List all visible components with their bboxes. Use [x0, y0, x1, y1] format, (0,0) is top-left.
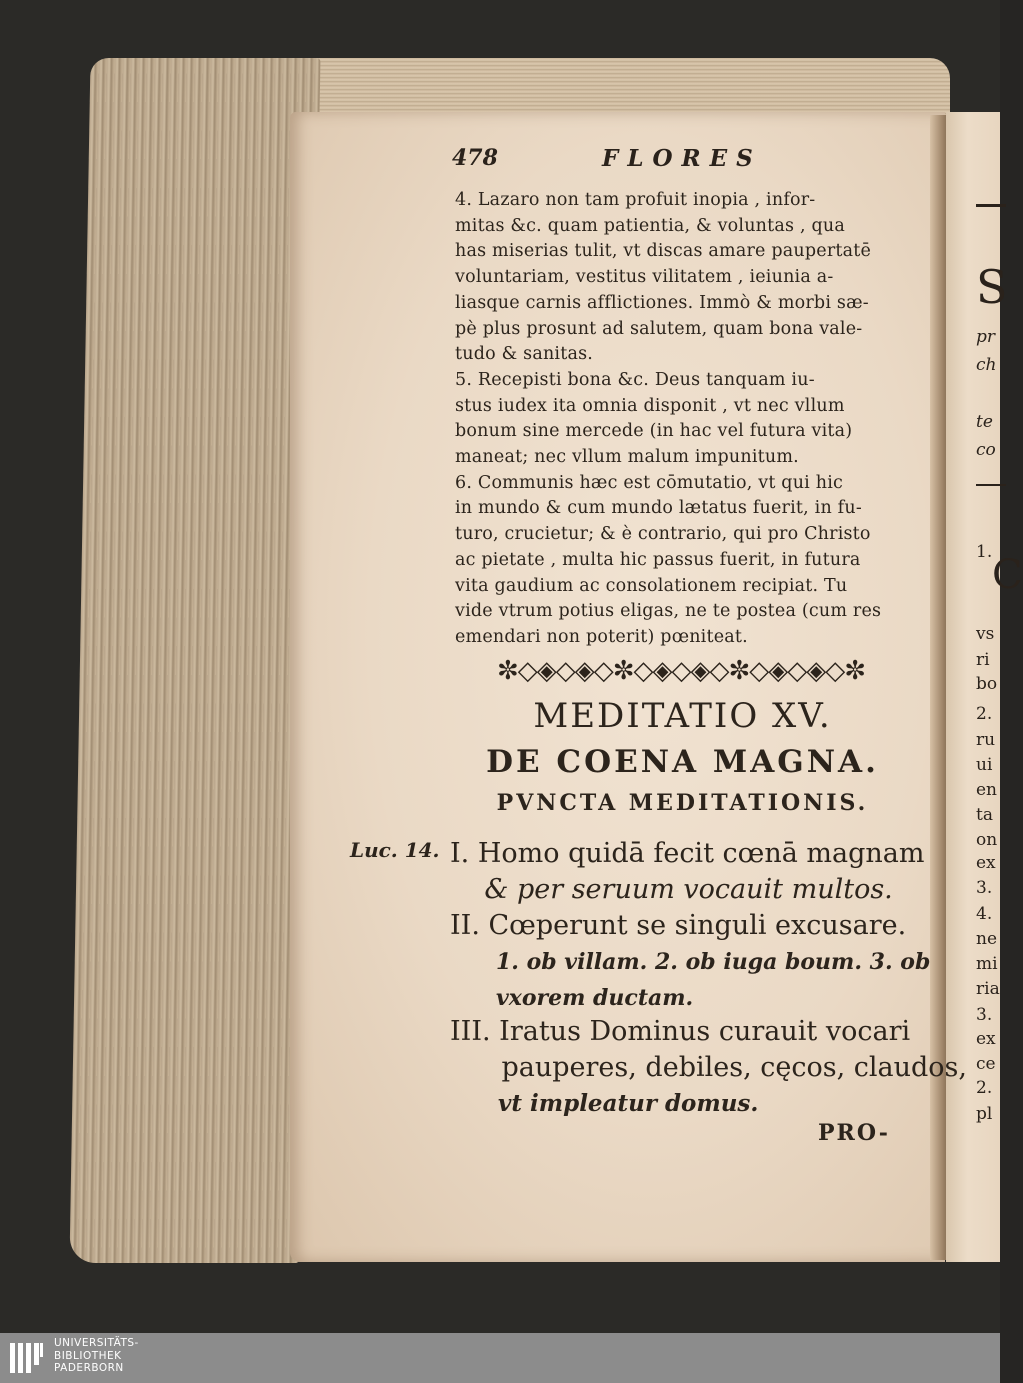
facing-fragment: 2. [976, 1078, 993, 1098]
facing-fragment: bo [976, 674, 998, 694]
library-line: BIBLIOTHEK [54, 1349, 122, 1362]
text-line: maneat; nec vllum malum impunitum. [455, 447, 799, 468]
facing-fragment: pl [976, 1104, 993, 1124]
text-line: liasque carnis afflictiones. Immò & morbi sæ- [455, 292, 869, 313]
text-line: ac pietate , multa hic passus fuerit, in futura [455, 549, 861, 570]
library-line: PADERBORN [54, 1362, 124, 1374]
text-line: emendari non poterit) pœniteat. [455, 626, 748, 647]
library-footer-bar [0, 1333, 1000, 1383]
facing-initial: S [976, 260, 1008, 314]
facing-rule [976, 204, 1006, 207]
library-name [54, 1337, 139, 1375]
facing-fragment: 2. [976, 704, 993, 724]
page-header [452, 145, 922, 175]
library-logo-icon [8, 1339, 46, 1377]
page-number: 478 [452, 145, 498, 171]
facing-page [946, 112, 1023, 1262]
margin-reference: Luc. 14. [350, 838, 440, 862]
facing-fragment: ta [976, 805, 993, 825]
text-line: tudo & sanitas. [455, 344, 594, 365]
text-line: 6. Communis hæc est cōmutatio, vt qui hic [455, 472, 844, 493]
facing-fragment: ce [976, 1054, 996, 1074]
facing-fragment: ru [976, 730, 996, 750]
facing-rule [976, 484, 1006, 486]
body-text [455, 188, 915, 651]
facing-fragment: pr [976, 327, 996, 347]
facing-fragment: co [976, 440, 996, 460]
meditation-point: vt impleatur domus. [450, 1090, 759, 1117]
facing-fragment: vs [976, 624, 995, 644]
text-line: stus iudex ita omnia disponit , vt nec vllum [455, 395, 845, 416]
facing-fragment: ex [976, 1029, 996, 1049]
points-heading: PVNCTA MEDITATIONIS. [496, 790, 869, 816]
facing-fragment: on [976, 830, 998, 850]
catchword: PRO- [818, 1120, 890, 1146]
text-line: 5. Recepisti bona &c. Deus tanquam iu- [455, 369, 815, 390]
facing-fragment: 3. [976, 878, 993, 898]
meditation-title: MEDITATIO XV. [533, 696, 832, 736]
facing-fragment: 1. [976, 542, 993, 562]
facing-fragment: 3. [976, 1005, 993, 1025]
text-line: mitas &c. quam patientia, & voluntas , qua [455, 215, 845, 236]
meditation-point: I. Homo quidā fecit cœnā magnam [450, 838, 925, 869]
facing-fragment: ex [976, 853, 996, 873]
meditation-point: II. Cœperunt se singuli excusare. [450, 910, 907, 941]
meditation-subject: DE COENA MAGNA. [486, 744, 879, 780]
text-line: bonum sine mercede (in hac vel futura vita) [455, 421, 853, 442]
meditation-point: vxorem ductam. [450, 985, 694, 1011]
text-line: 4. Lazaro non tam profuit inopia , infor- [455, 190, 816, 210]
facing-fragment: ri [976, 650, 990, 670]
text-line: vide vtrum potius eligas, ne te postea (cum res [455, 601, 882, 622]
facing-fragment: ui [976, 755, 993, 775]
text-line: has miserias tulit, vt discas amare paupertatē [455, 241, 872, 262]
facing-fragment: mi [976, 954, 998, 974]
running-head: FLORES [602, 145, 762, 172]
meditation-point: pauperes, debiles, cęcos, claudos, [450, 1052, 967, 1083]
meditation-point: III. Iratus Dominus curauit vocari [450, 1016, 911, 1047]
facing-fragment: te [976, 412, 993, 432]
facing-initial: C [992, 552, 1023, 598]
facing-fragment: ria [976, 979, 1000, 999]
meditation-point: & per seruum vocauit multos. [450, 874, 893, 905]
facing-fragment: 4. [976, 904, 993, 924]
text-line: in mundo & cum mundo lætatus fuerit, in fu- [455, 498, 862, 519]
text-line: turo, crucietur; & è contrario, qui pro Christo [455, 524, 871, 545]
facing-fragment: en [976, 780, 998, 800]
facing-fragment: ne [976, 929, 998, 949]
library-line: UNIVERSITÄTS- [54, 1337, 139, 1349]
facing-fragment: ch [976, 355, 997, 375]
page-block-edge [69, 58, 320, 1263]
text-line: voluntariam, vestitus vilitatem , ieiunia a- [455, 267, 834, 288]
decorative-ornament-band: ✼◇◈◇◈◇✼◇◈◇◈◇✼◇◈◇◈◇✼ [496, 656, 866, 686]
meditation-point: 1. ob villam. 2. ob iuga boum. 3. ob [450, 949, 931, 975]
text-line: vita gaudium ac consolationem recipiat. Tu [455, 575, 848, 596]
text-line: pè plus prosunt ad salutem, quam bona vale- [455, 318, 863, 339]
